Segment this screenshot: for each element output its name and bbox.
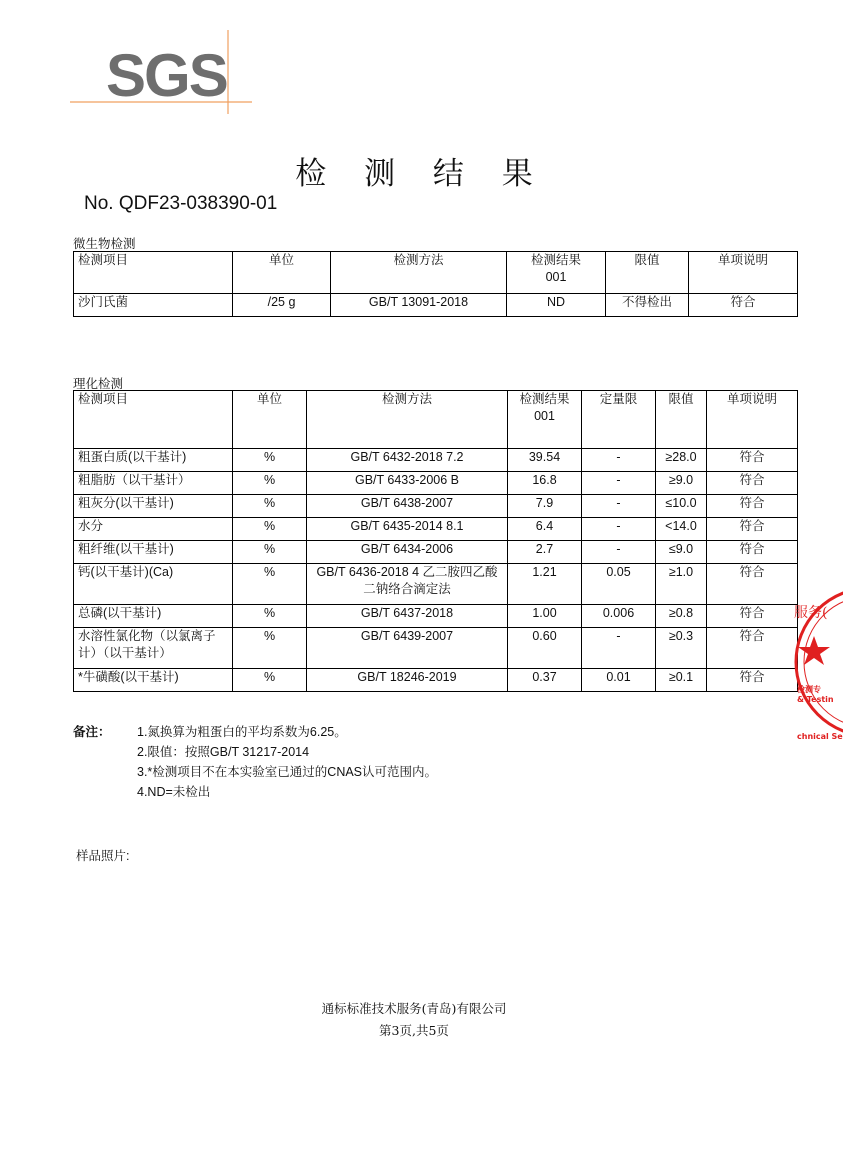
cell-limit: ≥0.8 bbox=[656, 605, 707, 628]
chem-section-title: 理化检测 bbox=[73, 376, 124, 391]
page-title: 检 测 结 果 bbox=[295, 156, 547, 192]
cell-unit: % bbox=[233, 669, 307, 692]
cell-unit: % bbox=[233, 564, 307, 605]
cell-unit: % bbox=[233, 518, 307, 541]
cell-item: 总磷(以干基计) bbox=[74, 605, 233, 628]
cell-item: 粗灰分(以干基计) bbox=[74, 495, 233, 518]
table-row bbox=[74, 605, 798, 628]
header-cell: 检测项目 bbox=[74, 252, 233, 294]
cell-limit: 不得检出 bbox=[606, 294, 689, 317]
header-cell: 检测结果 001 bbox=[508, 391, 582, 449]
cell-conclusion: 符合 bbox=[707, 495, 798, 518]
cell-loq: 0.05 bbox=[582, 564, 656, 605]
header-cell: 检测结果 001 bbox=[507, 252, 606, 294]
cell-loq: - bbox=[582, 518, 656, 541]
header-cell: 限值 bbox=[606, 252, 689, 294]
cell-unit: % bbox=[233, 472, 307, 495]
cell-conclusion: 符合 bbox=[707, 628, 798, 669]
micro-table bbox=[73, 251, 798, 317]
cell-result: 2.7 bbox=[508, 541, 582, 564]
table-row bbox=[74, 564, 798, 605]
cell-result: 0.37 bbox=[508, 669, 582, 692]
cell-item: 粗纤维(以干基计) bbox=[74, 541, 233, 564]
cell-item: 水分 bbox=[74, 518, 233, 541]
chem-table bbox=[73, 390, 798, 692]
cell-conclusion: 符合 bbox=[707, 518, 798, 541]
cell-conclusion: 符合 bbox=[707, 564, 798, 605]
cell-limit: ≥9.0 bbox=[656, 472, 707, 495]
cell-item: 粗脂肪（以干基计） bbox=[74, 472, 233, 495]
table-row bbox=[74, 518, 798, 541]
cell-method: GB/T 6433-2006 B bbox=[307, 472, 508, 495]
note-item: 1.氮换算为粗蛋白的平均系数为6.25。 bbox=[137, 725, 347, 739]
sample-photo-label: 样品照片: bbox=[76, 849, 130, 863]
report-number: No. QDF23-038390-01 bbox=[84, 193, 278, 214]
cell-method: GB/T 6434-2006 bbox=[307, 541, 508, 564]
cell-conclusion: 符合 bbox=[707, 472, 798, 495]
cell-loq: - bbox=[582, 495, 656, 518]
stamp-text-mid2: & Testin bbox=[797, 695, 834, 704]
cell-result: ND bbox=[507, 294, 606, 317]
cell-result: 16.8 bbox=[508, 472, 582, 495]
header-cell: 单项说明 bbox=[689, 252, 798, 294]
cell-method: GB/T 6436-2018 4 乙二胺四乙酸二钠络合滴定法 bbox=[307, 564, 508, 605]
cell-loq: 0.01 bbox=[582, 669, 656, 692]
cell-result: 39.54 bbox=[508, 449, 582, 472]
table-row bbox=[74, 541, 798, 564]
cell-item: 沙门氏菌 bbox=[74, 294, 233, 317]
cell-limit: ≥1.0 bbox=[656, 564, 707, 605]
cell-method: GB/T 6437-2018 bbox=[307, 605, 508, 628]
cell-unit: % bbox=[233, 495, 307, 518]
header-cell: 单位 bbox=[233, 252, 331, 294]
notes-label: 备注： bbox=[73, 725, 111, 739]
cell-loq: 0.006 bbox=[582, 605, 656, 628]
table-row bbox=[74, 294, 798, 317]
cell-unit: % bbox=[233, 628, 307, 669]
cell-item: *牛磺酸(以干基计) bbox=[74, 669, 233, 692]
cell-loq: - bbox=[582, 541, 656, 564]
cell-limit: ≤10.0 bbox=[656, 495, 707, 518]
cell-conclusion: 符合 bbox=[689, 294, 798, 317]
cell-result: 1.00 bbox=[508, 605, 582, 628]
cell-item: 水溶性氯化物（以氯离子计）（以干基计） bbox=[74, 628, 233, 669]
footer-company: 通标标准技术服务(青岛)有限公司 bbox=[321, 1001, 507, 1016]
cell-method: GB/T 13091-2018 bbox=[331, 294, 507, 317]
stamp-text-mid: 检测专 bbox=[797, 685, 821, 694]
micro-section-title: 微生物检测 bbox=[73, 236, 136, 251]
cell-loq: - bbox=[582, 449, 656, 472]
star-icon bbox=[798, 636, 830, 665]
header-cell: 限值 bbox=[656, 391, 707, 449]
cell-unit: % bbox=[233, 449, 307, 472]
cell-unit: % bbox=[233, 541, 307, 564]
note-item: 4.ND=未检出 bbox=[137, 785, 211, 799]
cell-method: GB/T 6432-2018 7.2 bbox=[307, 449, 508, 472]
cell-unit: % bbox=[233, 605, 307, 628]
cell-limit: ≥0.3 bbox=[656, 628, 707, 669]
cell-method: GB/T 6435-2014 8.1 bbox=[307, 518, 508, 541]
header-cell: 检测方法 bbox=[331, 252, 507, 294]
cell-item: 粗蛋白质(以干基计) bbox=[74, 449, 233, 472]
cell-result: 7.9 bbox=[508, 495, 582, 518]
cell-result: 6.4 bbox=[508, 518, 582, 541]
cell-limit: ≤9.0 bbox=[656, 541, 707, 564]
header-cell: 检测项目 bbox=[74, 391, 233, 449]
cell-conclusion: 符合 bbox=[707, 541, 798, 564]
cell-result: 1.21 bbox=[508, 564, 582, 605]
header-cell: 单项说明 bbox=[707, 391, 798, 449]
cell-loq: - bbox=[582, 628, 656, 669]
table-row bbox=[74, 495, 798, 518]
cell-limit: ≥0.1 bbox=[656, 669, 707, 692]
cell-limit: <14.0 bbox=[656, 518, 707, 541]
svg-text:SGS: SGS bbox=[106, 42, 227, 109]
stamp-text-bottom: chnical Se bbox=[797, 732, 843, 741]
stamp-text-top: 服务( bbox=[794, 605, 828, 621]
chem-header-row bbox=[74, 391, 798, 449]
header-cell: 检测方法 bbox=[307, 391, 508, 449]
table-row bbox=[74, 669, 798, 692]
cell-method: GB/T 18246-2019 bbox=[307, 669, 508, 692]
micro-header-row bbox=[74, 252, 798, 294]
header-cell: 定量限 bbox=[582, 391, 656, 449]
cell-result: 0.60 bbox=[508, 628, 582, 669]
cell-item: 钙(以干基计)(Ca) bbox=[74, 564, 233, 605]
cell-conclusion: 符合 bbox=[707, 669, 798, 692]
header-cell: 单位 bbox=[233, 391, 307, 449]
table-row bbox=[74, 472, 798, 495]
table-row bbox=[74, 628, 798, 669]
cell-conclusion: 符合 bbox=[707, 449, 798, 472]
cell-method: GB/T 6438-2007 bbox=[307, 495, 508, 518]
sgs-logo bbox=[70, 30, 252, 114]
cell-limit: ≥28.0 bbox=[656, 449, 707, 472]
cell-loq: - bbox=[582, 472, 656, 495]
footer-page-number: 第3页,共5页 bbox=[379, 1023, 449, 1038]
note-item: 3.*检测项目不在本实验室已通过的CNAS认可范围内。 bbox=[137, 765, 438, 779]
cell-unit: /25 g bbox=[233, 294, 331, 317]
cell-method: GB/T 6439-2007 bbox=[307, 628, 508, 669]
note-item: 2.限值：按照GB/T 31217-2014 bbox=[137, 745, 310, 759]
table-row bbox=[74, 449, 798, 472]
cell-conclusion: 符合 bbox=[707, 605, 798, 628]
notes-list bbox=[137, 722, 437, 802]
